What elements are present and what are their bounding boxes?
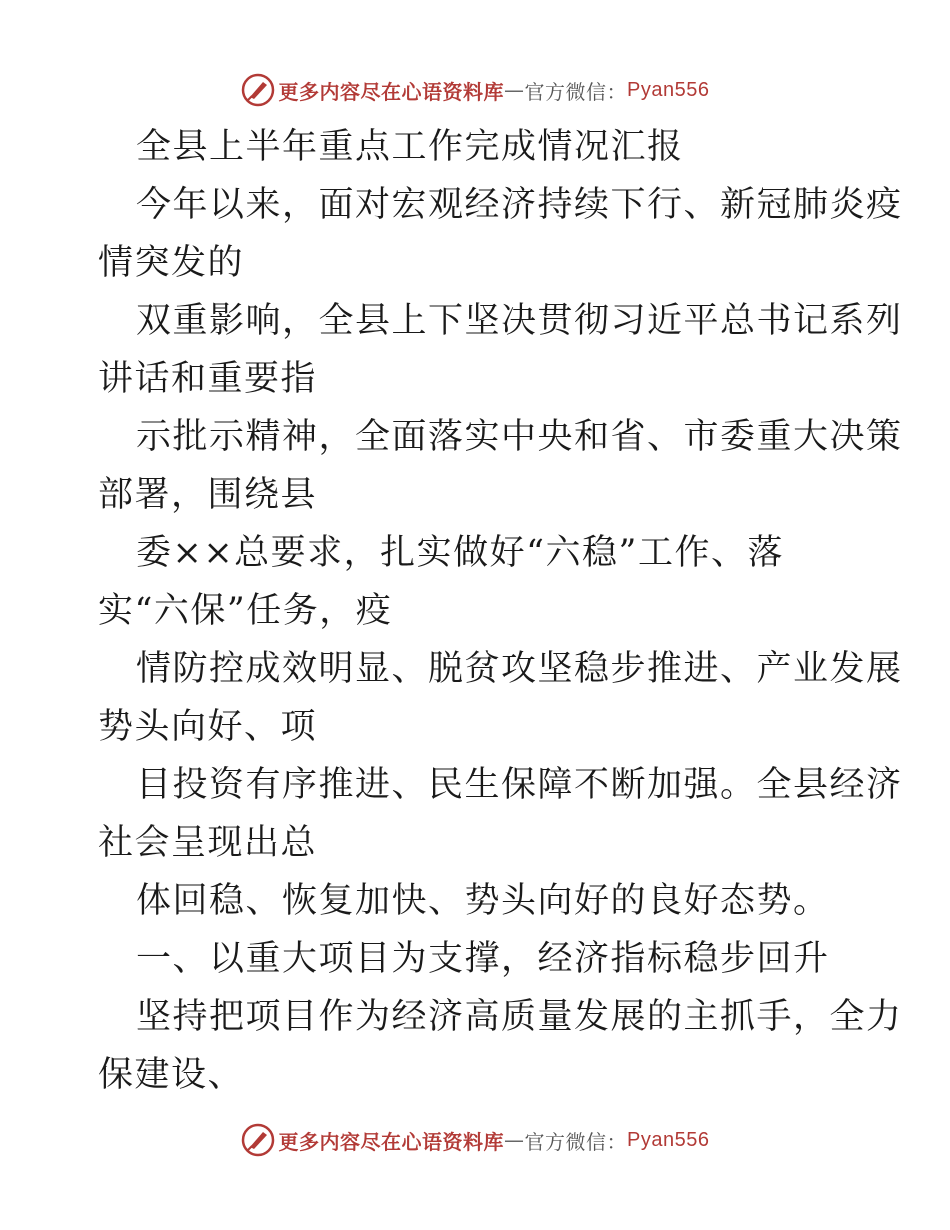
watermark-wechat-id: Pyan556 xyxy=(627,1128,710,1151)
section-heading: 一、以重大项目为支撑，经济指标稳步回升 xyxy=(136,939,830,979)
watermark-wechat-label: 官方微信： xyxy=(524,1129,628,1154)
paragraph-line: 双重影响，全县上下坚决贯彻习近平总书记系列 xyxy=(136,301,903,341)
watermark-dash: — xyxy=(504,78,525,102)
paragraph-line: 部署，围绕县 xyxy=(98,475,318,515)
footer-watermark xyxy=(0,1120,950,1160)
paragraph-line: 今年以来，面对宏观经济持续下行、新冠肺炎疫 xyxy=(136,185,903,225)
watermark-dash: — xyxy=(504,1128,525,1152)
paragraph-line: 目投资有序推进、民生保障不断加强。全县经济 xyxy=(136,765,903,805)
paragraph-line: 情突发的 xyxy=(98,243,245,283)
paragraph-line: 社会呈现出总 xyxy=(98,823,318,863)
watermark-wechat-id: Pyan556 xyxy=(627,78,710,101)
paragraph-line: 实“六保”任务，疫 xyxy=(98,591,393,631)
paragraph-line: 情防控成效明显、脱贫攻坚稳步推进、产业发展 xyxy=(136,649,903,689)
logo-icon xyxy=(241,73,275,107)
watermark-site-text: 更多内容尽在心语资料库 xyxy=(278,79,505,104)
document-title: 全县上半年重点工作完成情况汇报 xyxy=(136,127,684,167)
paragraph-line: 讲话和重要指 xyxy=(98,359,318,399)
watermark-site-text: 更多内容尽在心语资料库 xyxy=(278,1129,505,1154)
paragraph-line: 体回稳、恢复加快、势头向好的良好态势。 xyxy=(136,881,830,921)
watermark-wechat-label: 官方微信： xyxy=(524,79,628,104)
logo-icon xyxy=(241,1123,275,1157)
paragraph-line: 委××总要求，扎实做好“六稳”工作、落 xyxy=(136,533,784,573)
paragraph-line: 势头向好、项 xyxy=(98,707,318,747)
paragraph-line: 坚持把项目作为经济高质量发展的主抓手，全力 xyxy=(136,997,903,1037)
header-watermark xyxy=(0,70,950,110)
document-body xyxy=(98,118,903,1104)
paragraph-line: 示批示精神，全面落实中央和省、市委重大决策 xyxy=(136,417,903,457)
paragraph-line: 保建设、 xyxy=(98,1055,245,1095)
